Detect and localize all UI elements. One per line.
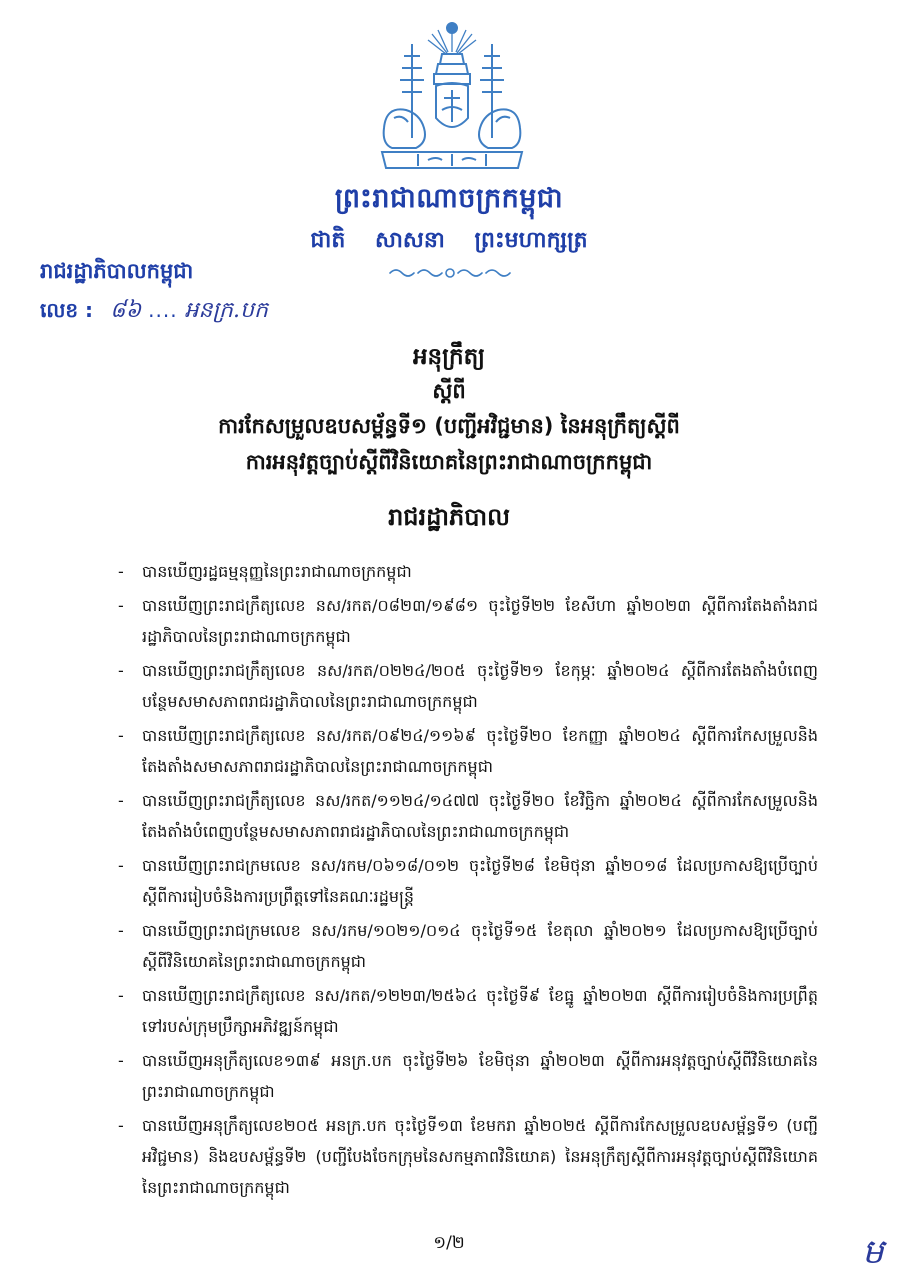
list-item: - បានឃើញព្រះរាជក្រមលេខ នស/រកម/០៦១៨/០១២ ចុះថ្ងៃទី២៨ ខែមិថុនា ឆ្នាំ២០១៨ ដែលប្រកាសឱ្យប្រើច្បាប់ស្តីពីការរៀបចំនិងការប្រព្រឹត្តទៅនៃគណៈរដ្ឋមន្ត្រី xyxy=(118,856,818,906)
clause-text: បានឃើញព្រះរាជក្រឹត្យលេខ នស/រកត/០២២៤/២០៥ ចុះថ្ងៃទី២១ ខែកុម្ភៈ ឆ្នាំ២០២៤ ស្តីពីការតែងតាំងបំពេញបន្ថែមសមាសភាពរាជរដ្ឋាភិបាលនៃព្រះរាជាណាចក្រកម្ពុជា xyxy=(142,661,819,711)
clause-text: បានឃើញព្រះរាជក្រឹត្យលេខ នស/រកត/១២២៣/២៥៦៤ ចុះថ្ងៃទី៩ ខែធ្នូ ឆ្នាំ២០២៣ ស្តីពីការរៀបចំនិងការប្រព្រឹត្តទៅរបស់ក្រុមប្រឹក្សាអភិវឌ្ឍន៍កម្ពុជា xyxy=(142,986,818,1036)
list-item: - បានឃើញព្រះរាជក្រឹត្យលេខ នស/រកត/១១២៤/១៤៧៧ ចុះថ្ងៃទី២០ ខែវិច្ឆិកា ឆ្នាំ២០២៤ ស្តីពីការកែសម្រួលនិងតែងតាំងបំពេញបន្ថែមសមាសភាពរាជរដ្ឋាភិបាលនៃព្រះរាជាណាចក្រកម្ពុជា xyxy=(118,791,818,841)
royal-emblem-icon xyxy=(372,18,532,176)
number-label: លេខ : xyxy=(40,298,94,322)
list-item: - បានឃើញព្រះរាជក្រឹត្យលេខ នស/រកត/០៨២៣/១៩៨១ ចុះថ្ងៃទី២២ ខែសីហា ឆ្នាំ២០២៣ ស្តីពីការតែងតាំងរាជរដ្ឋាភិបាលនៃព្រះរាជាណាចក្រកម្ពុជា xyxy=(118,596,818,646)
clause-text: បានឃើញអនុក្រឹត្យលេខ១៣៩ អនក្រ.បក ចុះថ្ងៃទី២៦ ខែមិថុនា ឆ្នាំ២០២៣ ស្តីពីការអនុវត្តច្បាប់ស្តីពីវិនិយោគនៃព្រះរាជាណាចក្រកម្ពុជា xyxy=(142,1051,818,1101)
issuing-government: រាជរដ្ឋាភិបាលកម្ពុជា xyxy=(40,259,194,283)
preamble-clauses xyxy=(118,556,818,1206)
motto-nation: ជាតិ xyxy=(310,228,346,253)
list-item: - បានឃើញព្រះរាជក្រឹត្យលេខ នស/រកត/០២២៤/២០៥ ចុះថ្ងៃទី២១ ខែកុម្ភៈ ឆ្នាំ២០២៤ ស្តីពីការតែងតាំងបំពេញបន្ថែមសមាសភាពរាជរដ្ឋាភិបាលនៃព្រះរាជាណាចក្រកម្ពុជា xyxy=(118,661,819,711)
clause-text: បានឃើញព្រះរាជក្រមលេខ នស/រកម/១០២១/០១៤ ចុះថ្ងៃទី១៥ ខែតុលា ឆ្នាំ២០២១ ដែលប្រកាសឱ្យប្រើច្បាប់ស្តីពីវិនិយោគនៃព្រះរាជាណាចក្រកម្ពុជា xyxy=(142,921,818,971)
clause-text: បានឃើញព្រះរាជក្រមលេខ នស/រកម/០៦១៨/០១២ ចុះថ្ងៃទី២៨ ខែមិថុនា ឆ្នាំ២០១៨ ដែលប្រកាសឱ្យប្រើច្បាប់ស្តីពីការរៀបចំនិងការប្រព្រឹត្តទៅនៃគណៈរដ្ឋមន្ត្រី xyxy=(142,856,818,906)
title-line-1: ការកែសម្រួលឧបសម្ព័ន្ធទី១ (បញ្ជីអវិជ្ជមាន) នៃអនុក្រឹត្យស្តីពី xyxy=(218,414,680,438)
ornament-divider-icon xyxy=(386,264,514,282)
clause-text: បានឃើញអនុក្រឹត្យលេខ២០៥ អនក្រ.បក ចុះថ្ងៃទី១៣ ខែមករា ឆ្នាំ២០២៥ ស្តីពីការកែសម្រួលឧបសម្ព័ន្ធទី១ (បញ្ជីអវិជ្ជមាន) និងឧបសម្ព័ន្ធទី២ (បញ្ជីបែងចែកក្រុមនៃសកម្មភាពវិនិយោគ) នៃអនុក្រឹត្យស្តីពីការអនុវត្តច្បាប់ស្តីពីវិនិយោគនៃព្រះរាជាណាចក្រកម្ពុជា xyxy=(142,1116,818,1197)
number-dots: .... xyxy=(148,298,178,322)
list-item: - បានឃើញអនុក្រឹត្យលេខ២០៥ អនក្រ.បក ចុះថ្ងៃទី១៣ ខែមករា ឆ្នាំ២០២៥ ស្តីពីការកែសម្រួលឧបសម្ព័ន្ធទី១ (បញ្ជីអវិជ្ជមាន) និងឧបសម្ព័ន្ធទី២ (បញ្ជីបែងចែកក្រុមនៃសកម្មភាពវិនិយោគ) នៃអនុក្រឹត្យស្តីពីការអនុវត្តច្បាប់ស្តីពីវិនិយោគនៃព្រះរាជាណាចក្រកម្ពុជា xyxy=(118,1116,818,1197)
clause-text: បានឃើញព្រះរាជក្រឹត្យលេខ នស/រកត/០៨២៣/១៩៨១ ចុះថ្ងៃទី២២ ខែសីហា ឆ្នាំ២០២៣ ស្តីពីការតែងតាំងរាជរដ្ឋាភិបាលនៃព្រះរាជាណាចក្រកម្ពុជា xyxy=(142,596,818,646)
page-number: ១/២ xyxy=(433,1233,465,1253)
list-item: - បានឃើញរដ្ឋធម្មនុញ្ញនៃព្រះរាជាណាចក្រកម្ពុជា xyxy=(118,562,412,581)
motto-religion: សាសនា xyxy=(374,228,445,253)
list-item: - បានឃើញព្រះរាជក្រឹត្យលេខ នស/រកត/០៩២៤/១១៦៩ ចុះថ្ងៃទី២០ ខែកញ្ញា ឆ្នាំ២០២៤ ស្តីពីការកែសម្រួលនិងតែងតាំងសមាសភាពរាជរដ្ឋាភិបាលនៃព្រះរាជាណាចក្រកម្ពុជា xyxy=(118,726,818,776)
handwritten-initial: ម xyxy=(862,1232,884,1272)
number-suffix: អនក្រ.បក xyxy=(184,298,268,323)
motto-king: ព្រះមហាក្សត្រ xyxy=(474,228,588,253)
list-item: - បានឃើញព្រះរាជក្រមលេខ នស/រកម/១០២១/០១៤ ចុះថ្ងៃទី១៥ ខែតុលា ឆ្នាំ២០២១ ដែលប្រកាសឱ្យប្រើច្បាប់ស្តីពីវិនិយោគនៃព្រះរាជាណាចក្រកម្ពុជា xyxy=(118,921,818,971)
kingdom-heading: ព្រះរាជាណាចក្រកម្ពុជា xyxy=(334,183,564,214)
list-item: - បានឃើញអនុក្រឹត្យលេខ១៣៩ អនក្រ.បក ចុះថ្ងៃទី២៦ ខែមិថុនា ឆ្នាំ២០២៣ ស្តីពីការអនុវត្តច្បាប់ស្តីពីវិនិយោគនៃព្រះរាជាណាចក្រកម្ពុជា xyxy=(118,1051,818,1101)
clause-text: បានឃើញព្រះរាជក្រឹត្យលេខ នស/រកត/១១២៤/១៤៧៧ ចុះថ្ងៃទី២០ ខែវិច្ឆិកា ឆ្នាំ២០២៤ ស្តីពីការកែសម្រួលនិងតែងតាំងបំពេញបន្ថែមសមាសភាពរាជរដ្ឋាភិបាលនៃព្រះរាជាណាចក្រកម្ពុជា xyxy=(142,791,818,841)
document-number xyxy=(40,296,268,328)
title-about: ស្តីពី xyxy=(432,379,466,403)
title-block xyxy=(0,340,898,537)
clause-text: បានឃើញព្រះរាជក្រឹត្យលេខ នស/រកត/០៩២៤/១១៦៩ ចុះថ្ងៃទី២០ ខែកញ្ញា ឆ្នាំ២០២៤ ស្តីពីការកែសម្រួលនិងតែងតាំងសមាសភាពរាជរដ្ឋាភិបាលនៃព្រះរាជាណាចក្រកម្ពុជា xyxy=(142,726,818,776)
document-type: អនុក្រឹត្យ xyxy=(412,344,486,370)
national-motto xyxy=(0,226,898,258)
issuing-authority: រាជរដ្ឋាភិបាល xyxy=(388,503,510,531)
title-line-2: ការអនុវត្តច្បាប់ស្តីពីវិនិយោគនៃព្រះរាជាណាចក្រកម្ពុជា xyxy=(245,450,653,474)
clause-text: បានឃើញរដ្ឋធម្មនុញ្ញនៃព្រះរាជាណាចក្រកម្ពុជា xyxy=(142,562,412,581)
list-item: - បានឃើញព្រះរាជក្រឹត្យលេខ នស/រកត/១២២៣/២៥៦៤ ចុះថ្ងៃទី៩ ខែធ្នូ ឆ្នាំ២០២៣ ស្តីពីការរៀបចំនិងការប្រព្រឹត្តទៅរបស់ក្រុមប្រឹក្សាអភិវឌ្ឍន៍កម្ពុជា xyxy=(118,986,818,1036)
number-value: ៨៦ xyxy=(110,298,142,323)
